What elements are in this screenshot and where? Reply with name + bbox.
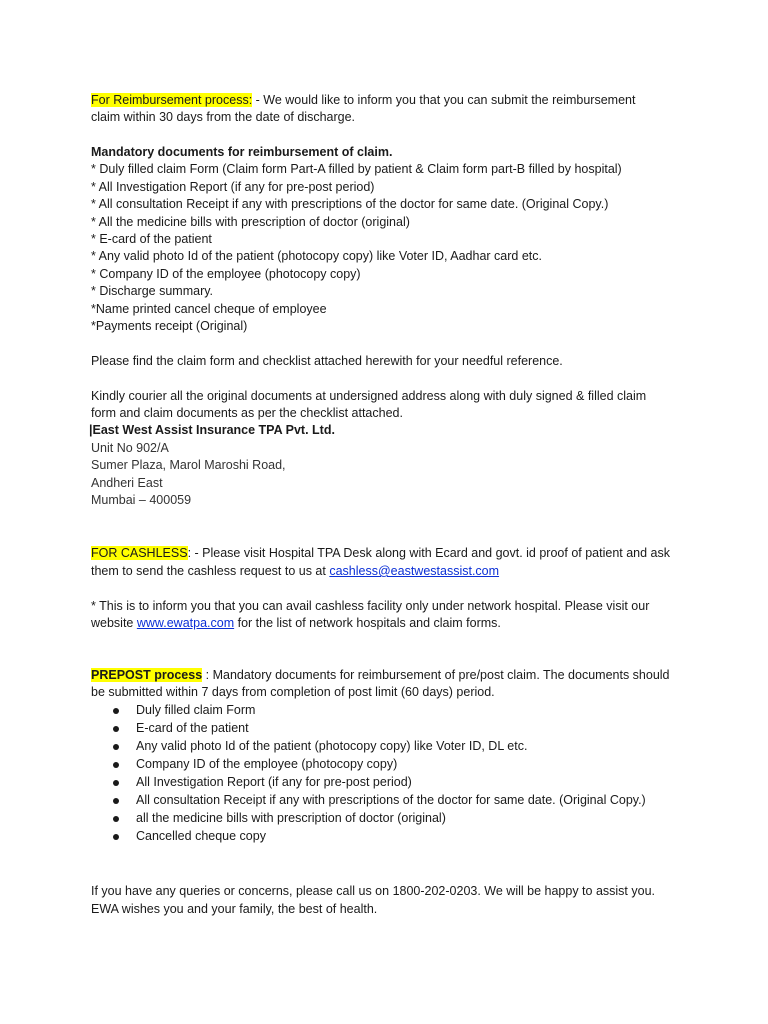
doc-item: * All the medicine bills with prescription of doctor (original): [91, 215, 410, 229]
prepost-item: Duly filled claim Form: [136, 703, 256, 717]
closing-line-1: If you have any queries or concerns, please call us on 1800-202-0203. We will be happy to assist you.: [91, 884, 655, 898]
company-name: |East West Assist Insurance TPA Pvt. Ltd.: [89, 423, 335, 437]
bullet-icon: [113, 726, 119, 732]
network-note-line-2: [91, 615, 501, 632]
prepost-text: : Mandatory documents for reimbursement of pre/post claim. The documents should: [202, 668, 670, 682]
doc-item: *Payments receipt (Original): [91, 319, 248, 333]
courier-line-2: form and claim documents as per the checklist attached.: [91, 406, 403, 420]
reimbursement-intro-line-2: claim within 30 days from the date of discharge.: [91, 110, 356, 124]
doc-item: * E-card of the patient: [91, 232, 212, 246]
network-note-text: website: [91, 616, 137, 630]
bullet-icon: [113, 708, 119, 714]
reimbursement-intro-line-1: [91, 92, 635, 109]
cashless-text-2: them to send the cashless request to us at: [91, 564, 330, 578]
bullet-icon: [113, 816, 119, 822]
prepost-item: Cancelled cheque copy: [136, 829, 266, 843]
courier-line-1: Kindly courier all the original documents at undersigned address along with duly signed & filled claim: [91, 389, 647, 403]
bullet-icon: [113, 762, 119, 768]
prepost-item: all the medicine bills with prescription of doctor (original): [136, 811, 446, 825]
reimbursement-heading: For Reimbursement process:: [91, 93, 253, 107]
prepost-heading: PREPOST process: [91, 668, 203, 682]
prepost-line-1: [91, 667, 670, 684]
bullet-icon: [113, 780, 119, 786]
bullet-icon: [113, 744, 119, 750]
address-line: Andheri East: [91, 476, 163, 490]
doc-item: * All consultation Receipt if any with prescriptions of the doctor for same date. (Original Copy.): [91, 197, 609, 211]
prepost-item: All Investigation Report (if any for pre-post period): [136, 775, 412, 789]
doc-item: * Duly filled claim Form (Claim form Part-A filled by patient & Claim form part-B filled by hospital): [91, 162, 622, 176]
bullet-icon: [113, 834, 119, 840]
cashless-email-link[interactable]: cashless@eastwestassist.com: [329, 564, 500, 578]
network-note-line-1: * This is to inform you that you can avail cashless facility only under network hospital. Please visit our: [91, 599, 650, 613]
doc-item: * Discharge summary.: [91, 284, 214, 298]
cashless-line-1: [91, 545, 670, 562]
prepost-line-2: be submitted within 7 days from completion of post limit (60 days) period.: [91, 685, 495, 699]
prepost-item: Company ID of the employee (photocopy copy): [136, 757, 398, 771]
network-note-text-end: for the list of network hospitals and claim forms.: [234, 616, 501, 630]
address-line: Unit No 902/A: [91, 441, 169, 455]
doc-item: * Any valid photo Id of the patient (photocopy copy) like Voter ID, Aadhar card etc.: [91, 249, 542, 263]
bullet-icon: [113, 798, 119, 804]
doc-item: * Company ID of the employee (photocopy copy): [91, 267, 361, 281]
address-line: Sumer Plaza, Marol Maroshi Road,: [91, 458, 286, 472]
cashless-heading: FOR CASHLESS: [91, 546, 188, 560]
doc-item: *Name printed cancel cheque of employee: [91, 302, 327, 316]
address-line: Mumbai – 400059: [91, 493, 192, 507]
prepost-item: E-card of the patient: [136, 721, 249, 735]
reimbursement-intro-text: - We would like to inform you that you can submit the reimbursement: [252, 93, 636, 107]
prepost-item: All consultation Receipt if any with prescriptions of the doctor for same date. (Original Copy.): [136, 793, 646, 807]
closing-line-2: EWA wishes you and your family, the best of health.: [91, 902, 378, 916]
cashless-text: : - Please visit Hospital TPA Desk along with Ecard and govt. id proof of patient and ask: [187, 546, 670, 560]
website-link[interactable]: www.ewatpa.com: [136, 616, 235, 630]
cashless-line-2: [91, 563, 499, 580]
doc-item: * All Investigation Report (if any for pre-post period): [91, 180, 375, 194]
mandatory-docs-title: Mandatory documents for reimbursement of claim.: [91, 145, 393, 159]
prepost-item: Any valid photo Id of the patient (photocopy copy) like Voter ID, DL etc.: [136, 739, 528, 753]
attached-note: Please find the claim form and checklist attached herewith for your needful reference.: [91, 354, 563, 368]
